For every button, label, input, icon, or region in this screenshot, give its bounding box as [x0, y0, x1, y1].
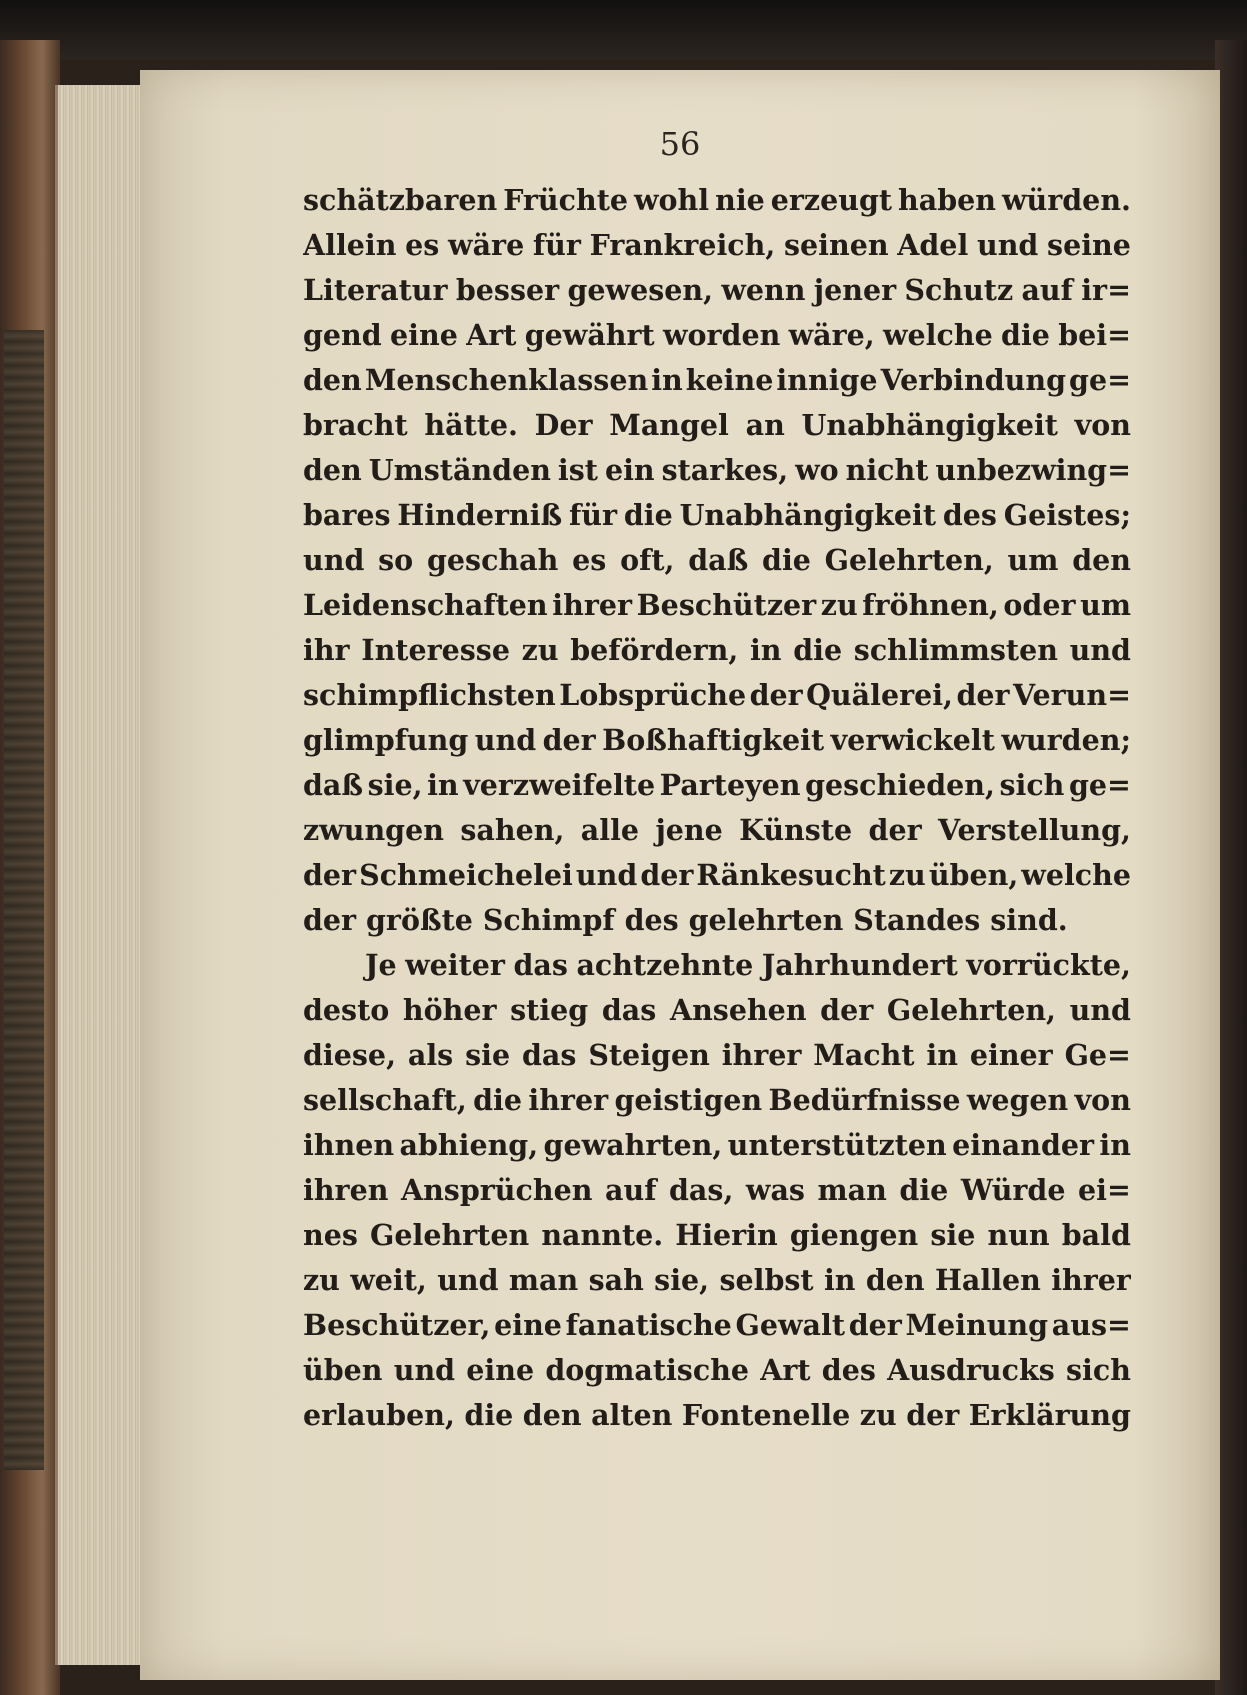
text-line: Je weiter das achtzehnte Jahrhundert vorrückte, [365, 948, 1131, 982]
text-line: glimpfung und der Boßhaftigkeit verwickelt wurden; [303, 723, 1131, 757]
text-line: desto höher stieg das Ansehen der Gelehrten, und [303, 993, 1131, 1027]
text-line: bares Hinderniß für die Unabhängigkeit des Geistes; [303, 498, 1131, 532]
text-line: erlauben, die den alten Fontenelle zu der Erklärung [303, 1398, 1131, 1432]
text-line: und so geschah es oft, daß die Gelehrten, um den [303, 543, 1131, 577]
text-line: zwungen sahen, alle jene Künste der Verstellung, [303, 813, 1131, 847]
text-line: den Menschenklassen in keine innige Verbindung ge= [303, 363, 1131, 397]
text-line: Allein es wäre für Frankreich, seinen Adel und seine [303, 228, 1131, 262]
page-text-block [303, 178, 1131, 1438]
text-line: ihnen abhieng, gewahrten, unterstützten einander in [303, 1128, 1131, 1162]
text-line: bracht hätte. Der Mangel an Unabhängigkeit von [303, 408, 1131, 442]
text-line: Leidenschaften ihrer Beschützer zu fröhnen, oder um [303, 588, 1131, 622]
text-line: sellschaft, die ihrer geistigen Bedürfnisse wegen von [303, 1083, 1131, 1117]
page-number: 56 [659, 125, 701, 163]
text-line: den Umständen ist ein starkes, wo nicht unbezwing= [303, 453, 1131, 487]
text-line: nes Gelehrten nannte. Hierin giengen sie nun bald [303, 1218, 1131, 1252]
text-line: Beschützer, eine fanatische Gewalt der Meinung aus= [303, 1308, 1131, 1342]
text-line: schätzbaren Früchte wohl nie erzeugt haben würden. [303, 183, 1131, 217]
text-line: üben und eine dogmatische Art des Ausdrucks sich [303, 1353, 1131, 1387]
text-line: ihr Interesse zu befördern, in die schlimmsten und [303, 633, 1131, 667]
text-line: Literatur besser gewesen, wenn jener Schutz auf ir= [303, 273, 1131, 307]
text-line: schimpflichsten Lobsprüche der Quälerei, der Verun= [303, 678, 1131, 712]
page-edges-stack [55, 85, 150, 1665]
text-line: der größte Schimpf des gelehrten Standes sind. [303, 903, 1068, 937]
text-line: diese, als sie das Steigen ihrer Macht in einer Ge= [303, 1038, 1131, 1072]
book-spine-texture [4, 330, 44, 1470]
text-line: gend eine Art gewährt worden wäre, welche die bei= [303, 318, 1131, 352]
text-line: zu weit, und man sah sie, selbst in den Hallen ihrer [303, 1263, 1131, 1297]
text-line: der Schmeichelei und der Ränkesucht zu üben, welche [303, 858, 1131, 892]
scan-background-top [0, 0, 1247, 60]
text-line: daß sie, in verzweifelte Parteyen geschieden, sich ge= [303, 768, 1131, 802]
text-line: ihren Ansprüchen auf das, was man die Würde ei= [303, 1173, 1131, 1207]
book-cover-left [0, 40, 60, 1695]
book-page [140, 70, 1220, 1680]
